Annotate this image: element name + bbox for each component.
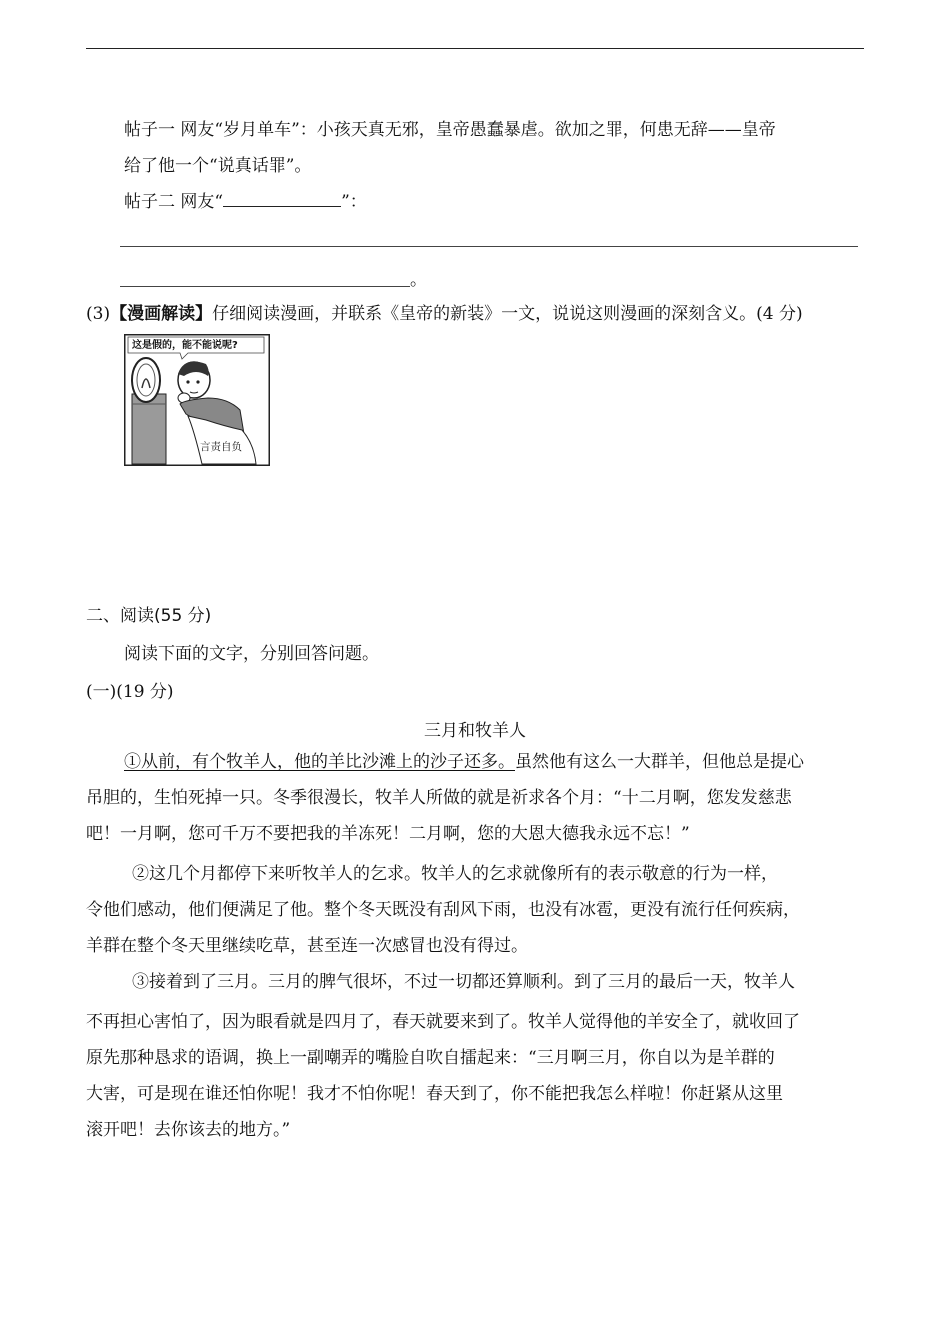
- post2-suffix: ”：: [341, 192, 367, 212]
- post2-nickname-blank[interactable]: [223, 190, 341, 207]
- p3-line4: 大害，可是现在谁还怕你呢！我才不怕你呢！春天到了，你不能把我怎么样啦！你赶紧从这里: [86, 1084, 783, 1104]
- comic-image: [124, 334, 270, 466]
- post2-line: [124, 190, 367, 214]
- part-1-label: (一)(19 分): [86, 682, 174, 702]
- p2-line1: ②这几个月都停下来听牧羊人的乞求。牧羊人的乞求就像所有的表示敬意的行为一样，: [132, 864, 778, 884]
- question-3-tag: 【漫画解读】: [110, 304, 213, 324]
- post1-line1: 帖子一 网友“岁月单车”：小孩天真无邪，皇帝愚蠢暴虐。欲加之罪，何患无辞——皇帝: [124, 120, 776, 140]
- p2-line3: 羊群在整个冬天里继续吃草，甚至连一次感冒也没有得过。: [86, 936, 528, 956]
- comic-speech-text: 这是假的，能不能说呢?: [132, 340, 238, 351]
- p1-line1: [124, 750, 804, 774]
- p2-line2: 令他们感动，他们便满足了他。整个冬天既没有刮风下雨，也没有冰雹，更没有流行任何疾病，: [86, 900, 800, 920]
- answer-period: 。: [410, 270, 427, 290]
- comic-label-text: 言责自负: [200, 441, 242, 453]
- p3-line2: 不再担心害怕了，因为眼看就是四月了，春天就要来到了。牧羊人觉得他的羊安全了，就收回了: [86, 1012, 800, 1032]
- p1-rest: 虽然他有这么一大群羊，但他总是提心: [515, 752, 804, 772]
- story-title: 三月和牧羊人: [424, 721, 526, 741]
- p1-underlined-sentence: ①从前，有个牧羊人，他的羊比沙滩上的沙子还多。: [124, 752, 515, 772]
- header-rule: [86, 48, 864, 49]
- p3-line5: 滚开吧！去你该去的地方。”: [86, 1120, 291, 1140]
- question-3-text: 仔细阅读漫画，并联系《皇帝的新装》一文，说说这则漫画的深刻含义。(4 分): [212, 304, 803, 324]
- question-3-number: (3): [86, 304, 111, 324]
- section-2-heading: 二、阅读(55 分): [86, 606, 212, 626]
- p1-line2: 吊胆的，生怕死掉一只。冬季很漫长，牧羊人所做的就是祈求各个月：“十二月啊，您发发慈悲: [86, 788, 792, 808]
- p1-line3: 吧！一月啊，您可千万不要把我的羊冻死！二月啊，您的大恩大德我永远不忘！”: [86, 824, 690, 844]
- p3-line3: 原先那种恳求的语调，换上一副嘲弄的嘴脸自吹自擂起来：“三月啊三月，你自以为是羊群的: [86, 1048, 775, 1068]
- answer-line-1[interactable]: [120, 246, 858, 247]
- post2-prefix: 帖子二 网友“: [124, 192, 224, 212]
- section-2-instruction: 阅读下面的文字，分别回答问题。: [124, 644, 379, 664]
- p3-line1: ③接着到了三月。三月的脾气很坏，不过一切都还算顺利。到了三月的最后一天，牧羊人: [132, 972, 795, 992]
- question-3: [86, 302, 803, 326]
- answer-line-2[interactable]: [120, 286, 410, 287]
- post1-line2: 给了他一个“说真话罪”。: [124, 156, 312, 176]
